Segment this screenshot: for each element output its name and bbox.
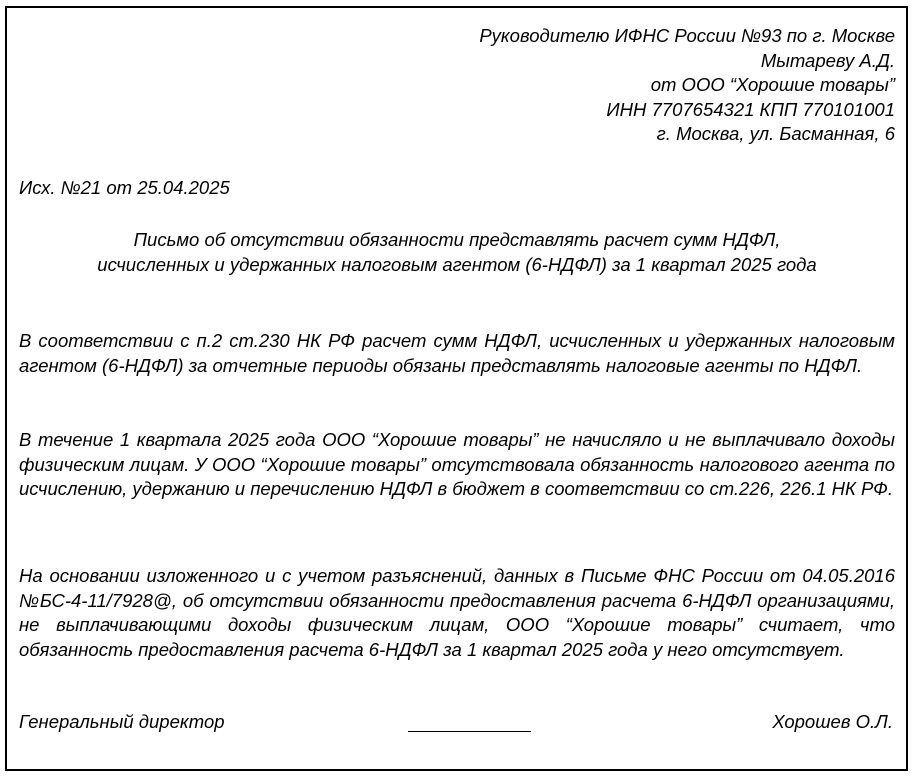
- outgoing-reference: Исх. №21 от 25.04.2025: [19, 177, 230, 198]
- addressee-tax-ids: ИНН 7707654321 КПП 770101001: [606, 98, 895, 120]
- addressee-block: [479, 24, 895, 147]
- addressee-sender: от ООО “Хорошие товары”: [650, 74, 895, 95]
- signature-block: [19, 710, 893, 735]
- signatory-name: Хорошев О.Л.: [772, 711, 893, 732]
- body-paragraph: На основании изложенного и с учетом разъяснений, данных в Письме ФНС России от 04.05.2016 №БС-4-11/7928@, об отсутствии обязанности предоставления расчета 6-НДФЛ организациями, не выплачивающими доходы физическим лицам, ООО “Хорошие товары” считает, что обязанность предоставления расчета 6-НДФЛ за 1 квартал 2025 года у него отсутствует.: [19, 565, 895, 660]
- addressee-person: Мытареву А.Д.: [760, 49, 895, 71]
- letter-document: [5, 6, 908, 771]
- subject-line: исчисленных и удержанных налоговым агентом (6-НДФЛ) за 1 квартал 2025 года: [97, 253, 817, 275]
- letter-subject: [19, 228, 895, 277]
- signatory-title: Генеральный директор: [19, 711, 225, 732]
- body-paragraph: В соответствии с п.2 ст.230 НК РФ расчет сумм НДФЛ, исчисленных и удержанных налоговым агентом (6-НДФЛ) за отчетные периоды обязаны представлять налоговые агенты по НДФЛ.: [19, 330, 895, 376]
- addressee-address: г. Москва, ул. Басманная, 6: [656, 123, 895, 144]
- addressee-recipient: Руководителю ИФНС России №93 по г. Москве: [479, 25, 895, 46]
- signature-line: [408, 731, 531, 732]
- subject-line: Письмо об отсутствии обязанности представлять расчет сумм НДФЛ,: [133, 229, 781, 250]
- body-paragraph: В течение 1 квартала 2025 года ООО “Хорошие товары” не начисляло и не выплачивало доходы физическим лицам. У ООО “Хорошие товары” отсутствовала обязанность налогового агента по исчислению, удержанию и перечислению НДФЛ в бюджет в соответствии со ст.226, 226.1 НК РФ.: [19, 429, 895, 499]
